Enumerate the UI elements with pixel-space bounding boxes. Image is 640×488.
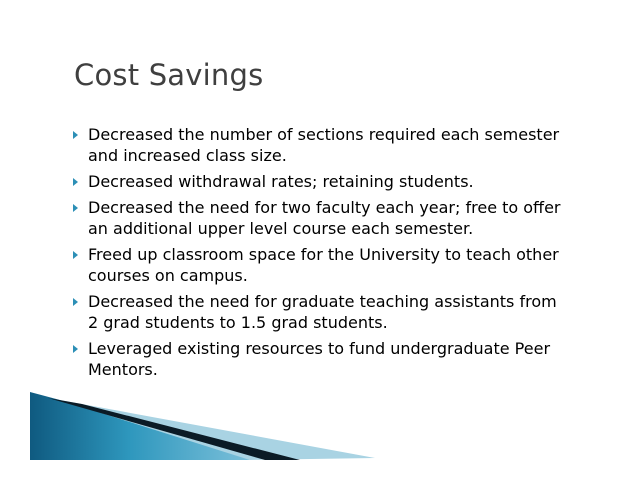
- bullet-text: Leveraged existing resources to fund undergraduate Peer Mentors.: [88, 339, 551, 379]
- slide-title: Cost Savings: [74, 58, 264, 92]
- bullet-text: Decreased the need for two faculty each year; free to offer an additional upper level course each semester.: [88, 198, 561, 238]
- bullet-text: Freed up classroom space for the University to teach other courses on campus.: [88, 245, 559, 285]
- bullet-text: Decreased the number of sections required each semester and increased class size.: [88, 125, 560, 165]
- bullet-text: Decreased withdrawal rates; retaining students.: [88, 172, 474, 191]
- bullet-text: Decreased the need for graduate teaching assistants from 2 grad students to 1.5 grad students.: [88, 292, 557, 332]
